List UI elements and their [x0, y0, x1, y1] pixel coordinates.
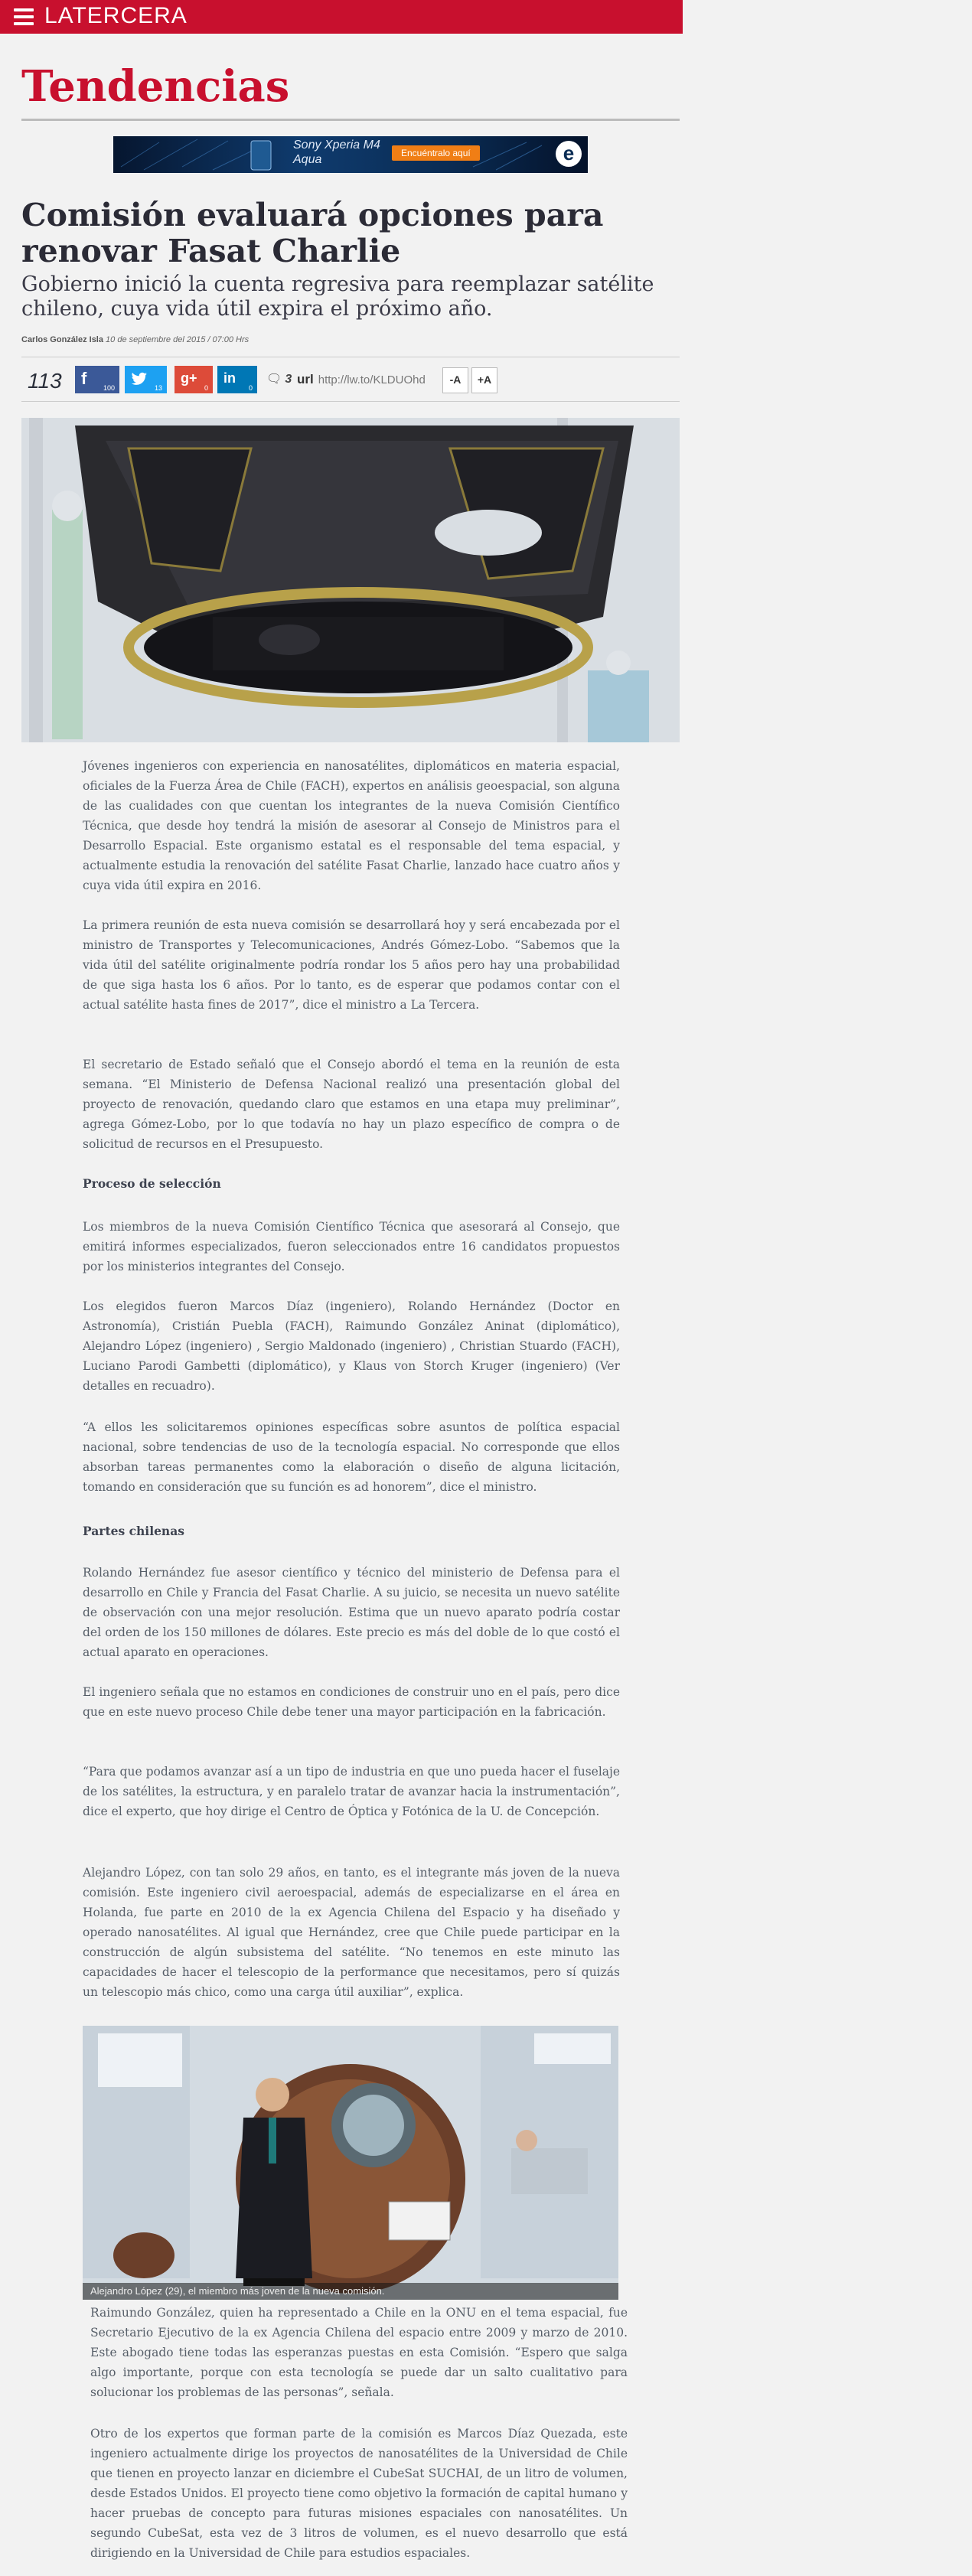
facebook-share-count: 100: [103, 384, 115, 392]
share-divider-bottom: [21, 401, 680, 402]
article-paragraph: Los elegidos fueron Marcos Díaz (ingeniero), Rolando Hernández (Doctor en Astronomía), Cristián Puebla (FACH), Raimundo González Aninat (diplomático), Alejandro López (ingeniero) , Sergio Maldonado (ingeniero) , Christian Stuardo (FACH), Luciano Parodi Gambetti (diplomático), y Klaus von Storch Kruger (ingeniero) (Ver detalles en recuadro).: [83, 1299, 620, 1393]
article-paragraph: Rolando Hernández fue asesor científico y técnico del ministerio de Defensa para el desarrollo en Chile y Francia del Fasat Charlie. A su juicio, se necesita un nuevo satélite de observación con una mejor resolución. Estima que un nuevo aparato podría costar del orden de los 150 millones de dólares. Este precio es más del doble de lo que costó el actual aparato en operaciones.: [83, 1566, 620, 1659]
author-name[interactable]: Carlos González Isla: [21, 335, 103, 344]
article-paragraph: “A ellos les solicitaremos opiniones específicas sobre asuntos de política espacial nacional, sobre tendencias de uso de la tecnología espacial. No corresponde que ellos absorban tareas permanentes como la elaboración o diseño de alguna licitación, tomando en consideración que su función es ad honorem”, dice el ministro.: [83, 1420, 620, 1494]
article-title: Comisión evaluará opciones para renovar Fasat Charlie: [21, 197, 604, 269]
article-paragraph: El secretario de Estado señaló que el Consejo abordó el tema en la reunión de esta semana. “El Ministerio de Defensa Nacional realizó una presentación global del proyecto de renovación, quedando claro que estamos en una etapa muy preliminar”, agrega Gómez-Lobo, por lo que todavía no hay un plazo específico de compra o de solicitud de recursos en el Presupuesto.: [83, 1058, 620, 1151]
advertisement-banner[interactable]: [113, 136, 588, 173]
section-divider: [21, 119, 680, 121]
googleplus-share-count: 0: [204, 384, 208, 392]
publish-date: 10 de septiembre del 2015 / 07:00 Hrs: [106, 335, 250, 344]
article-byline: [21, 335, 249, 344]
site-logo[interactable]: LATERCERA: [44, 3, 188, 28]
subheading-partes-chilenas: Partes chilenas: [83, 1524, 184, 1538]
article-paragraph: “Para que podamos avanzar así a un tipo de industria en que uno pueda hacer el fuselaje de los satélites, la estructura, y en paralelo tratar de avanzar hacia la instrumentación”, dice el experto, que hoy dirige el Centro de Óptica y Fotónica de la U. de Concepción.: [83, 1765, 620, 1818]
facebook-share-button[interactable]: [75, 366, 119, 393]
article-paragraph: Jóvenes ingenieros con experiencia en nanosatélites, diplomáticos en materia espacial, oficiales de la Fuerza Área de Chile (FACH), expertos en análisis geoespacial, son alguna de las cualidades con que cuentan los integrantes de la nueva Comisión Científico Técnica, que desde hoy tendrá la misión de asesorar al Consejo de Ministros para el Desarrollo Espacial. Este organismo estatal es el responsable del tema espacial, y actualmente estudia la renovación del satélite Fasat Charlie, lanzado hace cuatro años y cuya vida útil expira en 2016.: [83, 759, 620, 892]
twitter-share-button[interactable]: [125, 366, 167, 393]
comments-link[interactable]: [266, 371, 292, 386]
subheading-proceso-de-seleccion: Proceso de selección: [83, 1176, 221, 1191]
comments-count: 3: [285, 373, 292, 386]
ad-product-name: Sony Xperia M4 Aqua: [293, 139, 380, 166]
twitter-share-count: 13: [154, 384, 162, 392]
linkedin-share-button[interactable]: [217, 366, 257, 393]
linkedin-icon: in: [223, 370, 236, 386]
short-url: [297, 372, 426, 387]
ad-brand-logo: e: [556, 141, 582, 167]
short-url-value[interactable]: http://lw.to/KLDUOhd: [318, 373, 426, 386]
ad-cta-button[interactable]: Encuéntralo aquí: [392, 145, 480, 161]
top-navigation-bar: [0, 0, 683, 34]
short-url-label: url: [297, 372, 314, 386]
share-toolbar: [21, 364, 680, 395]
googleplus-icon: g+: [181, 370, 197, 386]
font-decrease-button[interactable]: -A: [442, 367, 468, 393]
photo-caption: Alejandro López (29), el miembro más joven de la nueva comisión.: [83, 2283, 618, 2300]
facebook-icon: f: [81, 369, 87, 388]
hamburger-menu-icon[interactable]: [14, 8, 34, 25]
googleplus-share-button[interactable]: [175, 366, 213, 393]
inline-photo-alejandro-lopez: [83, 2026, 618, 2300]
article-paragraph: Raimundo González, quien ha representado a Chile en la ONU en el tema espacial, fue Secretario Ejecutivo de la ex Agencia Chilena del espacio entre 2009 y marzo de 2010. Este abogado tiene todas las esperanzas puestas en esta Comisión. “Espero que salga algo importante, porque con esta tecnología se puede dar un salto cualitativo para solucionar los problemas de las personas”, señala.: [90, 2306, 628, 2399]
hero-image-satellite-structure: [21, 418, 680, 742]
article-subtitle: Gobierno inició la cuenta regresiva para reemplazar satélite chileno, cuya vida útil expira el próximo año.: [21, 272, 654, 321]
share-total-count: 113: [28, 369, 62, 393]
linkedin-share-count: 0: [248, 384, 253, 392]
article-paragraph: Alejandro López, con tan solo 29 años, en tanto, es el integrante más joven de la nueva comisión. Este ingeniero civil aeroespacial, además de especializarse en el área en Holanda, fue parte en 2010 de la ex Agencia Chilena del Espacio y ha diseñado y operado nanosatélites. Al igual que Hernández, cree que Chile puede participar en la construcción de algún subsistema del satélite. “No tenemos en este minuto las capacidades de hacer el telescopio de la performance que necesitamos, pero sí quizás un telescopio más chico, como una carga útil auxiliar”, explica.: [83, 1866, 620, 1999]
article-paragraph: Los miembros de la nueva Comisión Científico Técnica que asesorará al Consejo, que emitirá informes especializados, fueron seleccionados entre 16 candidatos propuestos por los ministerios integrantes del Consejo.: [83, 1220, 620, 1273]
comment-bubble-icon: 🗨: [266, 373, 282, 386]
twitter-icon: [131, 372, 148, 387]
article-paragraph: El ingeniero señala que no estamos en condiciones de construir uno en el país, pero dice que en este nuevo proceso Chile debe tener una mayor participación en la fabricación.: [83, 1685, 620, 1719]
article-paragraph: La primera reunión de esta nueva comisión se desarrollará hoy y será encabezada por el ministro de Transportes y Telecomunicaciones, Andrés Gómez-Lobo. “Sabemos que la vida útil del satélite originalmente podría rondar los 5 años pero hay una probabilidad de que siga hasta los 6 años. Por lo tanto, es de esperar que podamos contar con el actual satélite hasta fines de 2017”, dice el ministro a La Tercera.: [83, 918, 620, 1012]
section-title[interactable]: Tendencias: [21, 61, 290, 112]
article-paragraph: Otro de los expertos que forman parte de la comisión es Marcos Díaz Quezada, este ingeniero actualmente dirige los proyectos de nanosatélites de la Universidad de Chile que tienen en proyecto lanzar en diciembre el CubeSat SUCHAI, de un litro de volumen, desde Estados Unidos. El proyecto tiene como objetivo la formación de capital humano y hacer pruebas de concepto para futuras misiones espaciales con nanosatélites. Un segundo CubeSat, esta vez de 3 litros de volumen, es el nuevo desarrollo que está dirigiendo en la Universidad de Chile para estudios espaciales.: [90, 2427, 628, 2560]
font-increase-button[interactable]: +A: [471, 367, 497, 393]
